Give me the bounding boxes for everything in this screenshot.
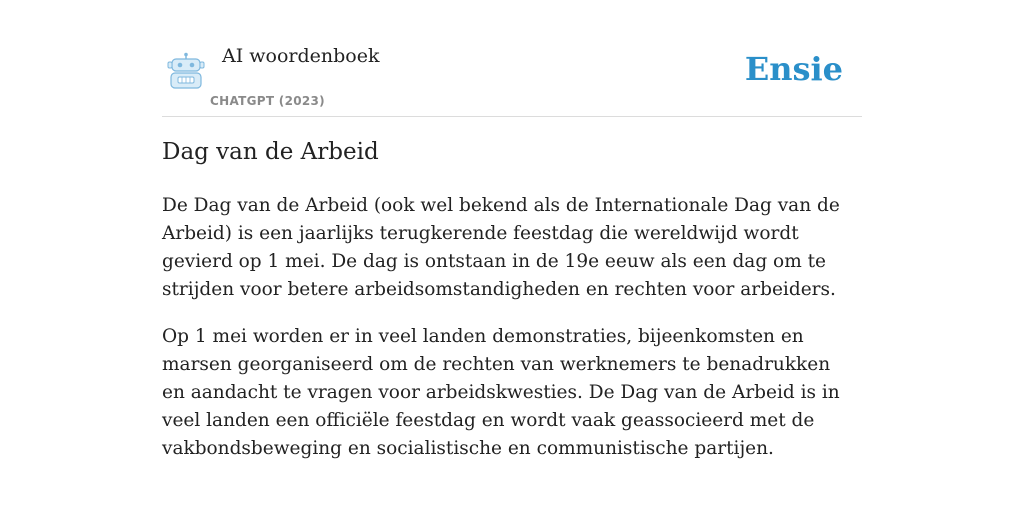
paragraph-2: Op 1 mei worden er in veel landen demonstraties, bijeenkomsten en marsen georganiseerd om de rechten van werknemers te benadrukken en aandacht te vragen voor arbeidskwesties. De Dag van de Arbeid is in veel landen een officiële feestdag en wordt vaak geassocieerd met de vakbondsbeweging en socialistische en communistische partijen. [162, 326, 840, 459]
site-title[interactable]: AI woordenboek [222, 45, 380, 67]
robot-icon [166, 52, 206, 90]
entry-title: Dag van de Arbeid [162, 139, 379, 165]
header [162, 40, 862, 117]
source-label: CHATGPT (2023) [210, 94, 325, 108]
paragraph-1: De Dag van de Arbeid (ook wel bekend als de Internationale Dag van de Arbeid) is een jaarlijks terugkerende feestdag die wereldwijd wordt gevierd op 1 mei. De dag is ontstaan in de 19e eeuw als een dag om te strijden voor betere arbeidsomstandigheden en rechten voor arbeiders. [162, 195, 840, 300]
brand-logo[interactable]: Ensie [744, 50, 843, 88]
